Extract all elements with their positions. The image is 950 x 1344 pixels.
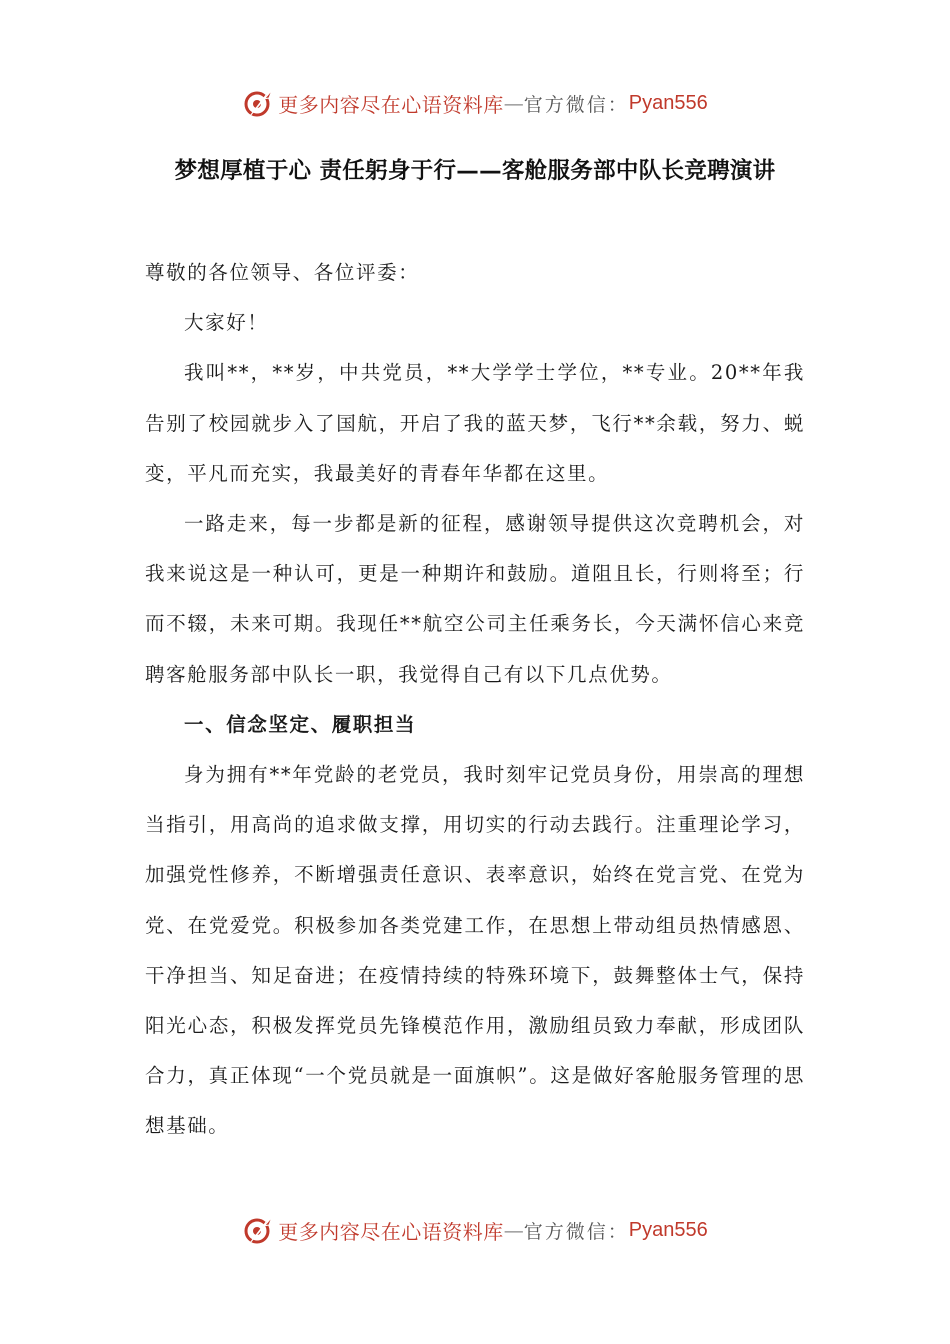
banner-dash: — xyxy=(503,91,524,115)
footer-brand-text: 更多内容尽在心语资料库 xyxy=(278,1219,504,1244)
paragraph-motivation: 一路走来，每一步都是新的征程，感谢领导提供这次竞聘机会，对我来说这是一种认可，更是一种期许和鼓励。道阻且长，行则将至；行而不辍，未来可期。我现任**航空公司主任乘务长，今天满怀信心来竞聘客舱服务部中队长一职，我觉得自己有以下几点优势。 xyxy=(145,512,805,686)
document-title: 梦想厚植于心 责任躬身于行——客舱服务部中队长竞聘演讲 xyxy=(174,158,776,184)
section-heading-1: 一、信念坚定、履职担当 xyxy=(184,712,417,736)
footer-banner xyxy=(0,1210,950,1250)
quill-logo-icon xyxy=(242,1213,276,1247)
banner-wechat-id: Pyan556 xyxy=(628,91,708,114)
banner-brand-text: 更多内容尽在心语资料库 xyxy=(278,92,504,117)
paragraph-section-1: 身为拥有**年党龄的老党员，我时刻牢记党员身份，用崇高的理想当指引，用高尚的追求做支撑，用切实的行动去践行。注重理论学习，加强党性修养，不断增强责任意识、表率意识，始终在党言党、在党为党、在党爱党。积极参加各类党建工作，在思想上带动组员热情感恩、干净担当、知足奋进；在疫情持续的特殊环境下，鼓舞整体士气，保持阳光心态，积极发挥党员先锋模范作用，激励组员致力奉献，形成团队合力，真正体现“一个党员就是一面旗帜”。这是做好客舱服务管理的思想基础。 xyxy=(145,763,805,1138)
document-body xyxy=(145,248,805,1152)
banner-official-label: 官方微信： xyxy=(523,93,629,116)
greeting: 大家好！ xyxy=(184,311,269,335)
salutation: 尊敬的各位领导、各位评委： xyxy=(145,261,420,284)
footer-dash: — xyxy=(503,1218,524,1242)
quill-logo-icon xyxy=(242,86,276,120)
paragraph-intro: 我叫**，**岁，中共党员，**大学学士学位，**专业。20**年我告别了校园就步入了国航，开启了我的蓝天梦，飞行**余载，努力、蜕变，平凡而充实，我最美好的青春年华都在这里。 xyxy=(145,361,805,485)
footer-official-label: 官方微信： xyxy=(523,1220,629,1243)
footer-wechat-id: Pyan556 xyxy=(628,1218,708,1241)
header-banner xyxy=(0,83,950,123)
